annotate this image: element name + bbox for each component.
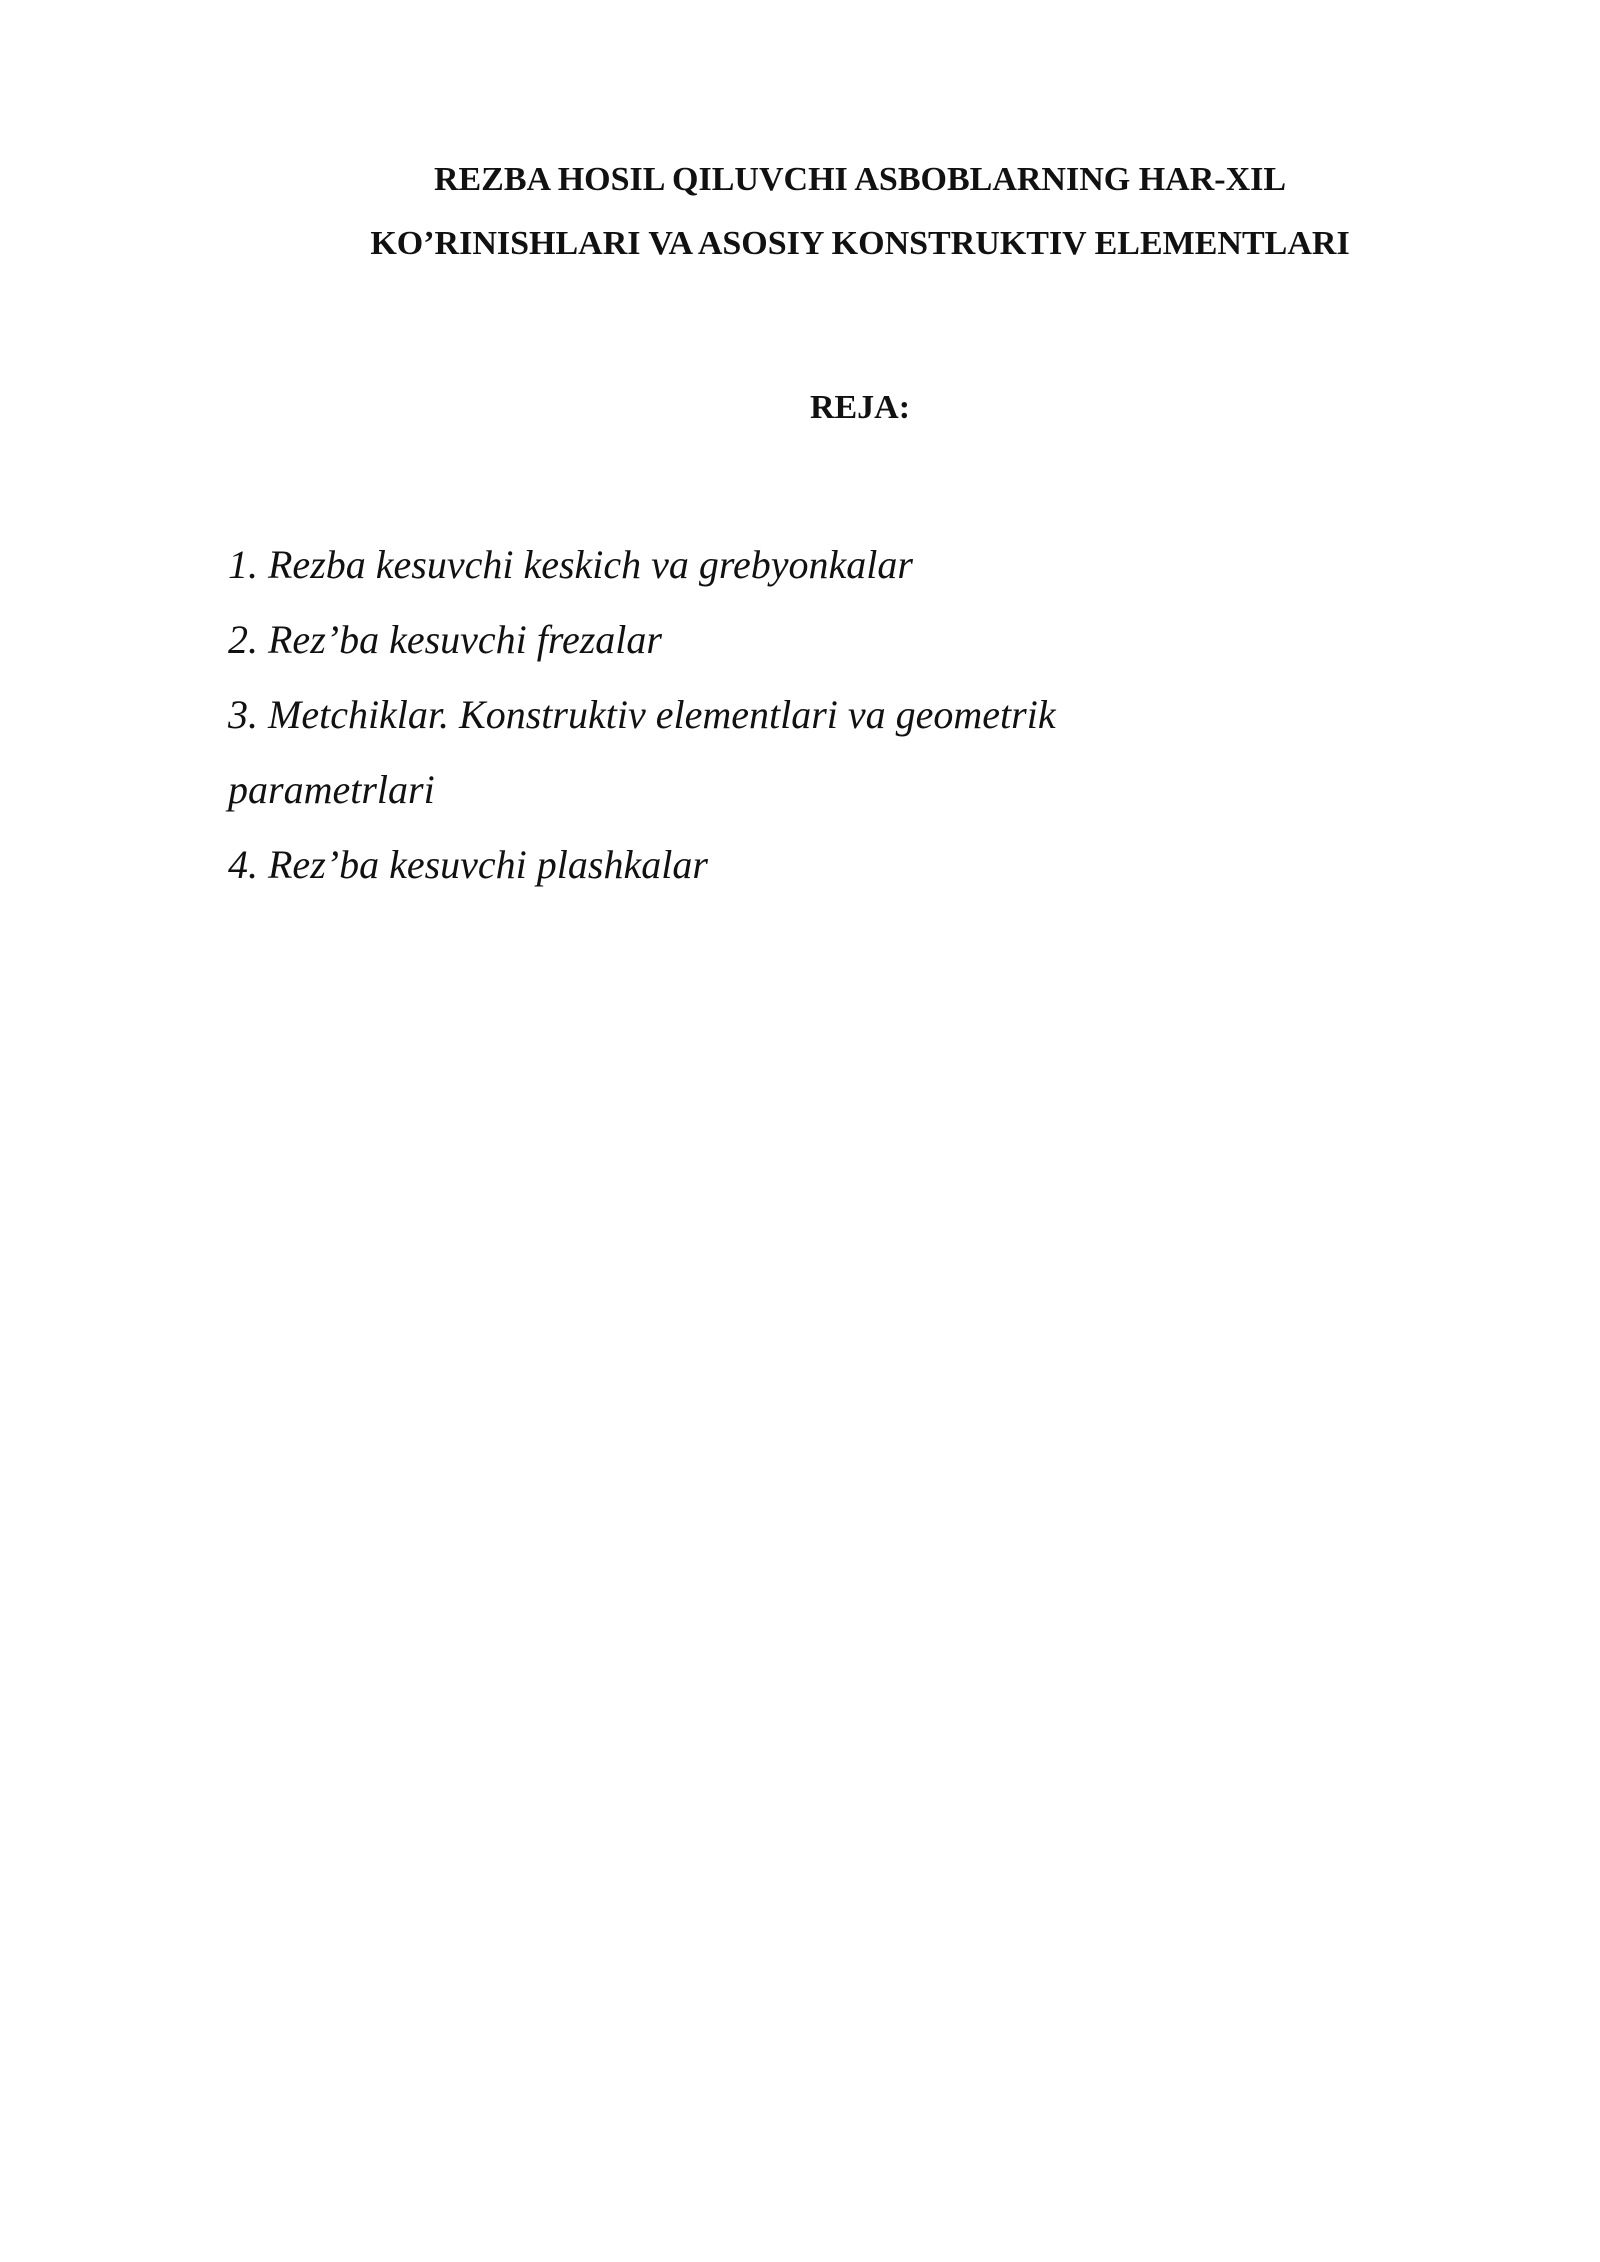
plan-heading: REJA: bbox=[809, 389, 911, 426]
plan-item: 3. Metchiklar. Konstruktiv elementlari va geometrik bbox=[228, 692, 1056, 737]
plan-item-continuation: parametrlari bbox=[228, 767, 435, 812]
title-line-1: REZBA HOSIL QILUVCHI ASBOBLARNING HAR-XIL bbox=[433, 161, 1287, 198]
title-line-2: KO’RINISHLARI VA ASOSIY KONSTRUKTIV ELEMENTLARI bbox=[370, 225, 1350, 262]
plan-item: 1. Rezba kesuvchi keskich va grebyonkalar bbox=[228, 542, 913, 587]
document-title bbox=[200, 148, 1520, 276]
plan-item: 2. Rez’ba kesuvchi frezalar bbox=[228, 617, 662, 662]
plan-list bbox=[228, 527, 1228, 902]
plan-item: 4. Rez’ba kesuvchi plashkalar bbox=[228, 842, 708, 887]
